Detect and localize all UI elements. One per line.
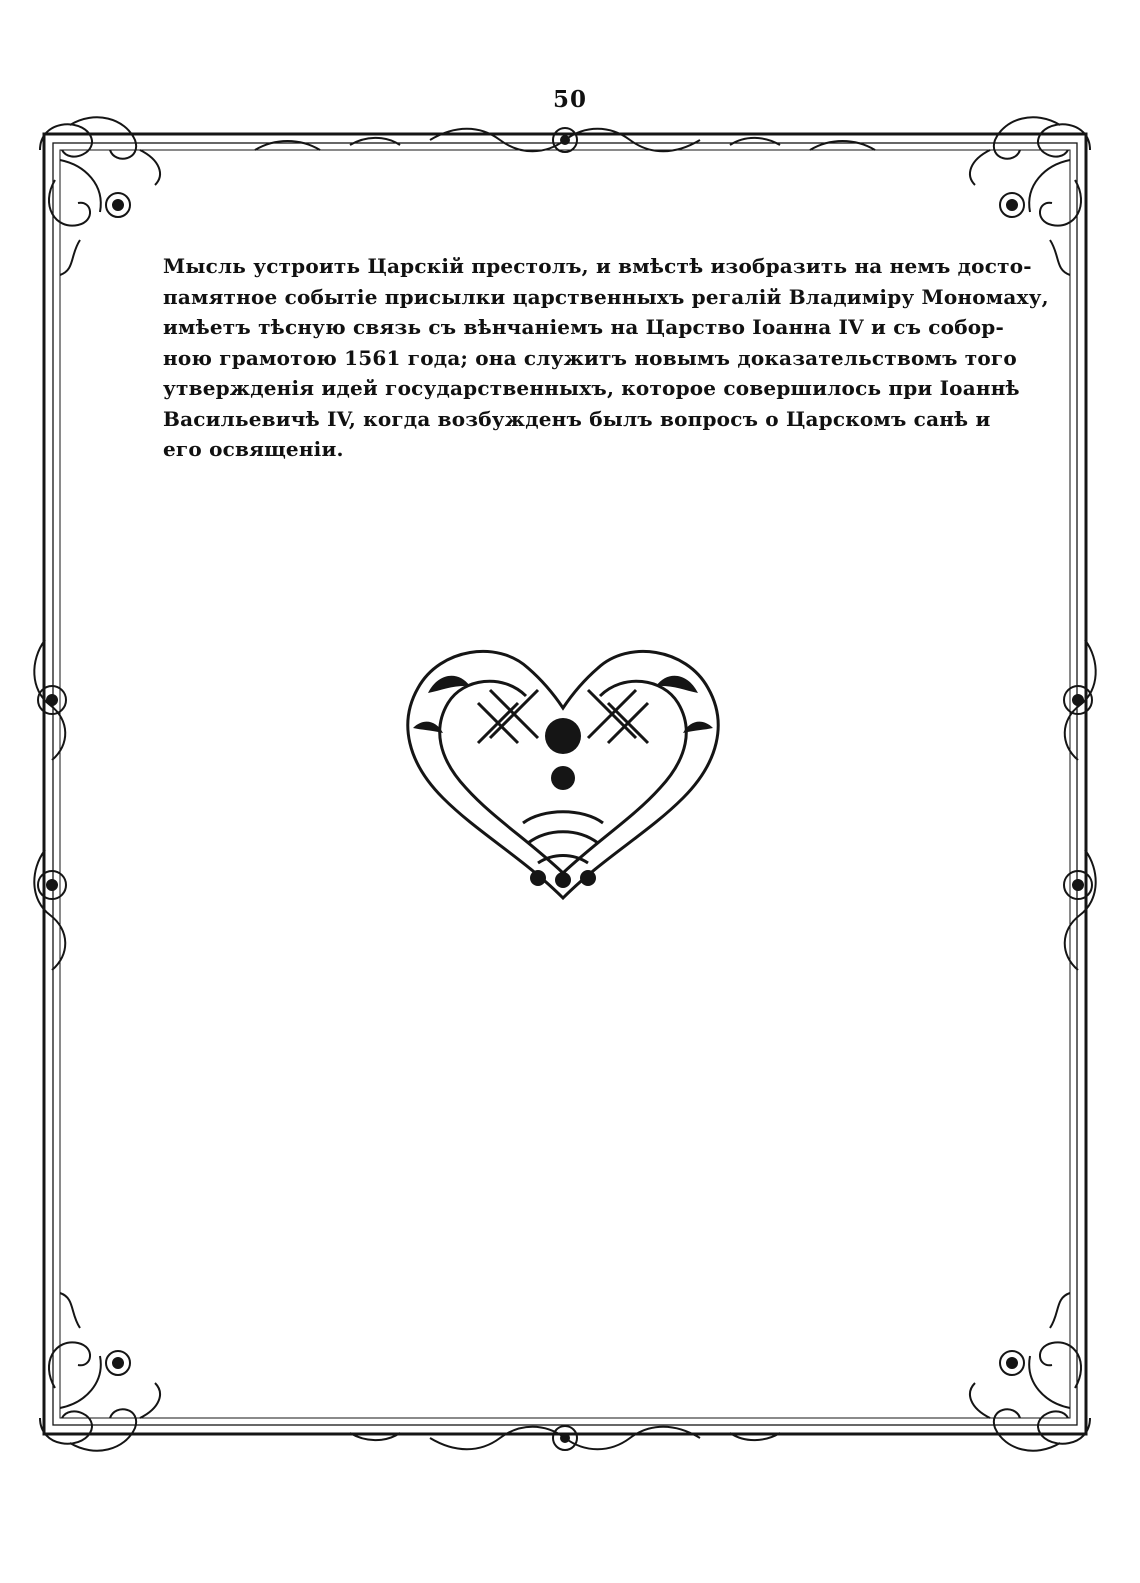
text-line: ною грамотою 1561 года; она служитъ новымъ доказательствомъ того [163,345,1017,370]
text-line: памятное событіе присылки царственныхъ регалій Владиміру Мономаху, [163,284,1049,309]
text-line: Мысль устроить Царскій престолъ, и вмѣстѣ изобразить на немъ досто- [163,254,1032,278]
corner-ornament-bottom-right-icon [970,1293,1090,1451]
corner-ornament-top-left-icon [40,117,160,275]
text-line: его освященіи. [163,437,344,461]
top-center-ornament-icon [255,128,875,152]
corner-ornament-bottom-left-icon [40,1293,160,1451]
heart-shaped-ornament-icon [378,618,748,918]
body-text [163,251,1049,465]
page-number: 50 [552,86,587,113]
left-side-ornament-icon [34,640,66,970]
text-line: утвержденія идей государственныхъ, которое совершилось при Іоаннѣ [163,376,1020,400]
right-side-ornament-icon [1064,640,1096,970]
corner-ornament-top-right-icon [970,117,1090,275]
text-line: имѣетъ тѣсную связь съ вѣнчаніемъ на Царство Іоанна IV и съ собор- [163,315,1004,339]
bottom-center-ornament-icon [350,1426,780,1450]
text-line: Васильевичѣ IV, когда возбужденъ былъ вопросъ о Царскомъ санѣ и [163,406,991,431]
